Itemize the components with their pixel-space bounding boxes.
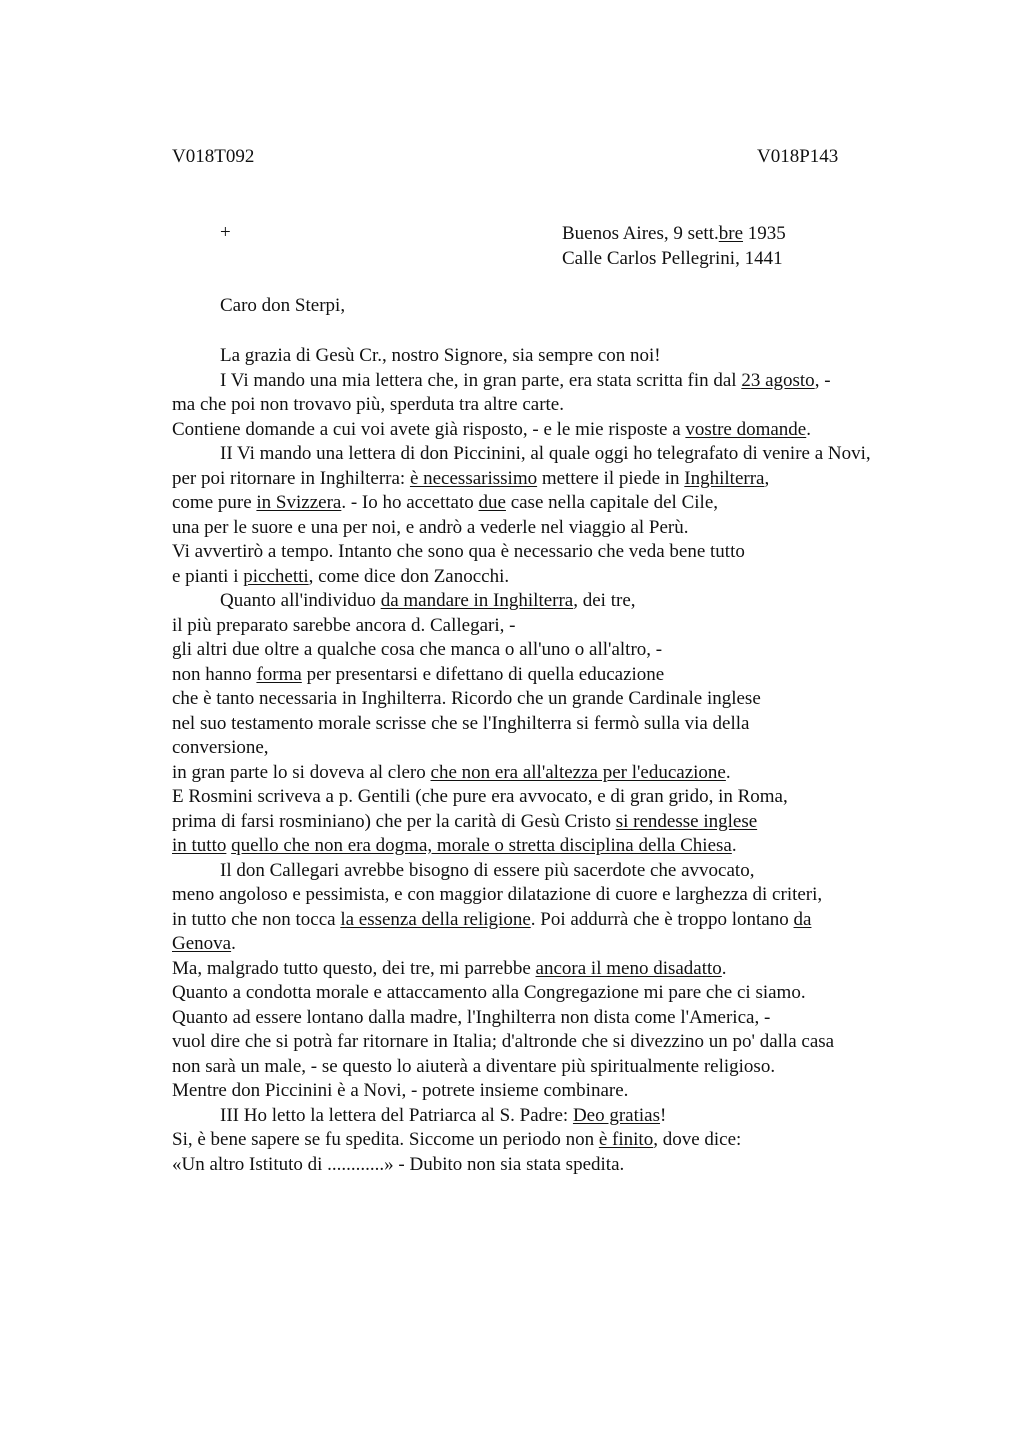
body-text: non sarà un male, - se questo lo aiuterà a diventare più spiritualmente religioso. — [172, 1055, 776, 1077]
body-line — [172, 369, 972, 394]
body-text: Il don Callegari avrebbe bisogno di essere più sacerdote che avvocato, — [220, 859, 755, 881]
body-text: . — [731, 835, 737, 856]
body-line — [172, 614, 972, 639]
body-line — [172, 908, 972, 933]
body-text: come pure — [172, 492, 257, 513]
body-line — [172, 516, 972, 541]
body-line — [172, 736, 972, 761]
body-text: Contiene domande a cui voi avete già risposto, - e le mie risposte a — [172, 418, 686, 440]
body-text: per poi ritornare in Inghilterra: — [172, 467, 410, 489]
underlined-text: Inghilterra — [684, 467, 765, 489]
body-text: nel suo testamento morale scrisse che se l'Inghilterra si fermò sulla via della — [172, 712, 750, 734]
underlined-text: forma — [256, 663, 302, 685]
body-text: prima di farsi rosminiano) che per la carità di Gesù Cristo — [172, 810, 616, 832]
body-text: il più preparato sarebbe ancora d. Callegari, - — [172, 614, 516, 636]
body-text: . — [721, 957, 727, 979]
underlined-text: da mandare in Inghilterra — [380, 590, 574, 611]
body-line — [172, 1030, 972, 1055]
underlined-text: 23 agosto — [741, 369, 815, 391]
salutation: Caro don Sterpi, — [220, 295, 346, 316]
body-text: I Vi mando una mia lettera che, in gran parte, era stata scritta fin dal — [220, 369, 742, 391]
body-text: E Rosmini scriveva a p. Gentili (che pure era avvocato, e di gran grido, in Roma, — [172, 786, 788, 807]
underlined-text: in tutto — [172, 835, 227, 856]
cross-mark: + — [220, 222, 231, 243]
underlined-text: in Svizzera — [256, 492, 342, 513]
body-line — [172, 981, 972, 1006]
body-text: III Ho letto la lettera del Patriarca al S. Padre: — [220, 1104, 573, 1126]
body-text: Mentre don Piccinini è a Novi, - potrete insieme combinare. — [172, 1080, 629, 1101]
body-line — [172, 883, 972, 908]
body-text: in gran parte lo si doveva al clero — [172, 761, 431, 783]
body-line — [172, 712, 972, 737]
body-text: . - Io ho accettato — [341, 492, 479, 513]
letter-body — [172, 344, 972, 1177]
body-text: che è tanto necessaria in Inghilterra. Ricordo che un grande Cardinale inglese — [172, 688, 761, 709]
body-text: conversione, — [172, 737, 269, 758]
body-line — [172, 638, 972, 663]
underlined-text: si rendesse inglese — [615, 810, 758, 832]
body-text: per presentarsi e difettano di quella educazione — [301, 663, 665, 685]
body-text: mettere il piede in — [537, 467, 685, 489]
body-line — [172, 467, 972, 492]
body-text: in tutto che non tocca — [172, 908, 341, 930]
body-line — [172, 859, 972, 884]
body-line — [172, 1104, 972, 1129]
body-text: . — [806, 418, 811, 440]
body-text: ! — [660, 1104, 667, 1126]
body-line — [172, 393, 972, 418]
date-line — [562, 222, 786, 247]
underlined-text: due — [478, 492, 506, 513]
body-line — [172, 540, 972, 565]
body-line — [172, 785, 972, 810]
underlined-text: da — [793, 908, 812, 930]
body-text: ma che poi non trovavo più, sperduta tra altre carte. — [172, 394, 564, 415]
body-text: , - — [814, 369, 831, 391]
body-line — [172, 442, 972, 467]
underlined-text: vostre domande — [685, 418, 807, 440]
address-line: Calle Carlos Pellegrini, 1441 — [562, 247, 783, 269]
body-text: e pianti i — [172, 565, 244, 587]
body-line — [172, 761, 972, 786]
underlined-text: è finito — [598, 1129, 654, 1150]
underlined-text: Deo gratias — [572, 1104, 661, 1126]
date-month-abbrev: bre — [718, 223, 744, 244]
body-line — [172, 1128, 972, 1153]
body-line — [172, 344, 972, 369]
body-text: Vi avvertirò a tempo. Intanto che sono qua è necessario che veda bene tutto — [172, 541, 745, 562]
body-line — [172, 957, 972, 982]
body-text: «Un altro Istituto di ............» - Dubito non sia stata spedita. — [172, 1153, 625, 1175]
body-text: . — [725, 761, 731, 783]
body-text: Si, è bene sapere se fu spedita. Siccome un periodo non — [172, 1129, 599, 1150]
body-text: II Vi mando una lettera di don Piccinini, al quale oggi ho telegrafato di venire a Novi, — [220, 443, 871, 464]
body-line — [172, 1079, 972, 1104]
body-line — [172, 1006, 972, 1031]
body-text: Quanto a condotta morale e attaccamento alla Congregazione mi pare che ci siamo. — [172, 982, 806, 1003]
body-text: , come dice don Zanocchi. — [308, 565, 510, 587]
underlined-text: Genova — [172, 933, 232, 954]
body-text: . — [231, 933, 236, 954]
body-line — [172, 565, 972, 590]
body-line — [172, 932, 972, 957]
body-line — [172, 1153, 972, 1178]
body-line — [172, 810, 972, 835]
body-line — [172, 589, 972, 614]
body-text: case nella capitale del Cile, — [505, 492, 718, 513]
body-line — [172, 687, 972, 712]
body-line — [172, 418, 972, 443]
underlined-text: picchetti — [243, 565, 309, 587]
body-text: , dei tre, — [573, 590, 636, 611]
body-text: La grazia di Gesù Cr., nostro Signore, sia sempre con noi! — [220, 345, 661, 366]
body-text: Quanto all'individuo — [220, 590, 381, 611]
document-code-left: V018T092 — [172, 146, 255, 167]
underlined-text: quello che non era dogma, morale o stretta disciplina della Chiesa — [231, 835, 732, 856]
body-text: non hanno — [172, 663, 257, 685]
underlined-text: ancora il meno disadatto — [535, 957, 722, 979]
body-text: , — [764, 467, 770, 489]
body-line — [172, 1055, 972, 1080]
date-year: 1935 — [743, 223, 786, 244]
body-text: , dove dice: — [653, 1129, 742, 1150]
body-line — [172, 663, 972, 688]
body-text: vuol dire che si potrà far ritornare in Italia; d'altronde che si divezzino un po' dalla casa — [172, 1031, 835, 1052]
body-line — [172, 834, 972, 859]
body-text: gli altri due oltre a qualche cosa che manca o all'uno o all'altro, - — [172, 639, 663, 660]
body-text: meno angoloso e pessimista, e con maggior dilatazione di cuore e larghezza di criteri, — [172, 884, 823, 905]
place-date-block — [562, 222, 786, 271]
date-text: Buenos Aires, 9 sett. — [562, 223, 719, 244]
body-text: . Poi addurrà che è troppo lontano — [530, 908, 794, 930]
underlined-text: è necessarissimo — [409, 467, 538, 489]
underlined-text: la essenza della religione — [340, 908, 531, 930]
body-text: una per le suore e una per noi, e andrò a vederle nel viaggio al Perù. — [172, 516, 689, 538]
underlined-text: che non era all'altezza per l'educazione — [430, 761, 726, 783]
body-text: Quanto ad essere lontano dalla madre, l'Inghilterra non dista come l'America, - — [172, 1006, 771, 1028]
document-code-right: V018P143 — [757, 146, 839, 167]
body-text: Ma, malgrado tutto questo, dei tre, mi parrebbe — [172, 957, 536, 979]
body-line — [172, 491, 972, 516]
